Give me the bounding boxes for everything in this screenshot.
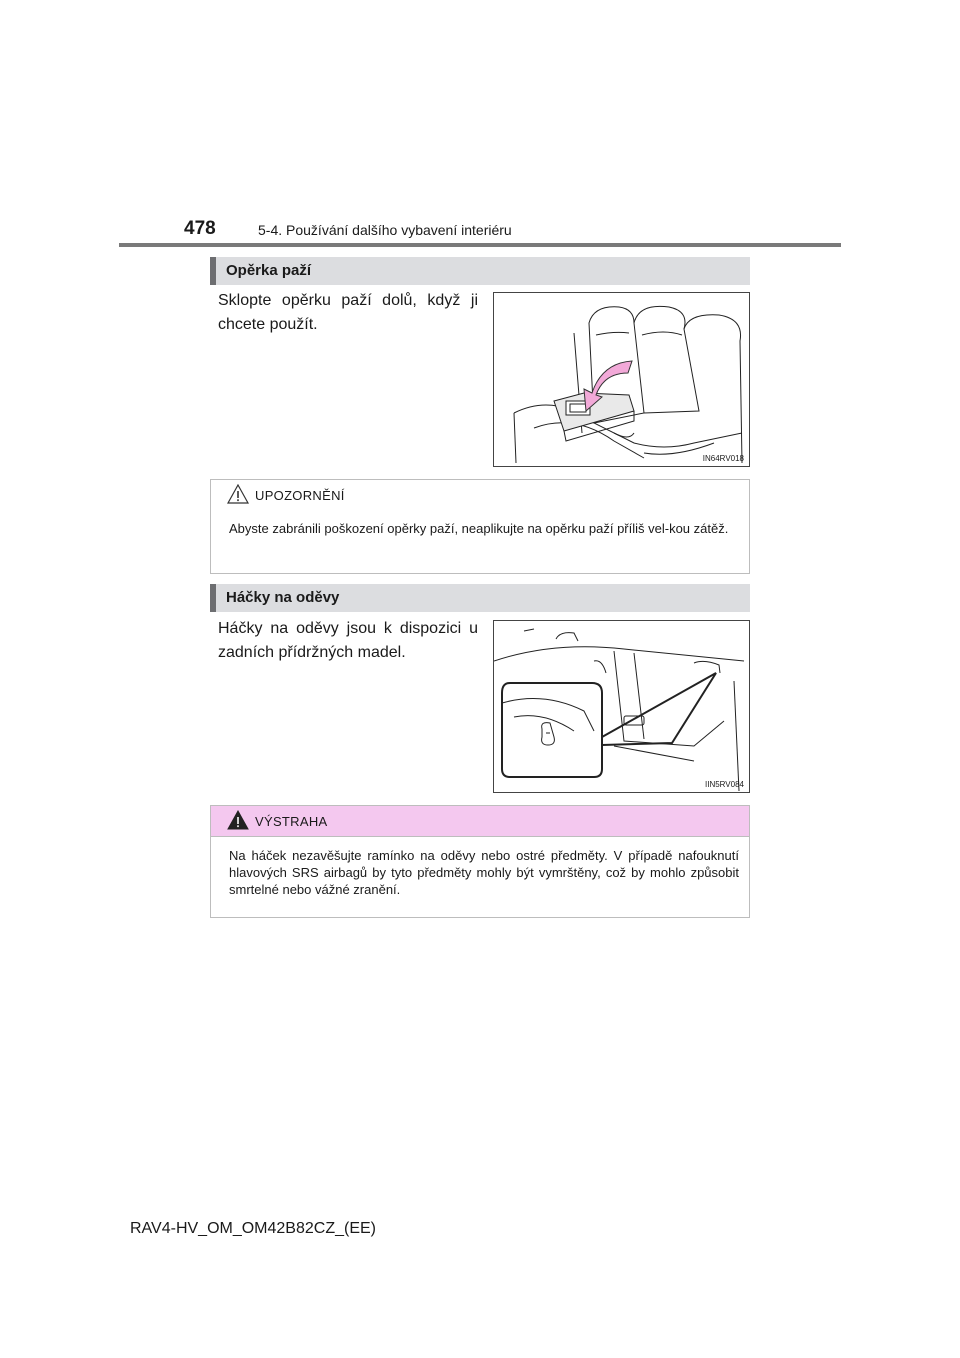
chapter-title: 5-4. Používání dalšího vybavení interiéru bbox=[258, 222, 512, 238]
warning-header bbox=[211, 806, 749, 837]
page-number: 478 bbox=[184, 218, 216, 239]
armrest-illustration bbox=[494, 293, 750, 467]
warning-box bbox=[210, 805, 750, 918]
notice-label: UPOZORNĚNÍ bbox=[255, 488, 345, 503]
section-title-hooks: Háčky na oděvy bbox=[210, 584, 750, 612]
notice-header bbox=[211, 480, 749, 510]
document-code: RAV4-HV_OM_OM42B82CZ_(EE) bbox=[130, 1220, 376, 1237]
figure-code: IIN5RV084 bbox=[705, 780, 744, 789]
caution-icon bbox=[227, 484, 249, 504]
warning-icon bbox=[227, 810, 249, 830]
hooks-illustration bbox=[494, 621, 750, 793]
armrest-figure bbox=[493, 292, 750, 467]
warning-text: Na háček nezavěšujte ramínko na oděvy nebo ostré předměty. V případě nafouknutí hlavových SRS airbagů by tyto předměty mohly být vymrštěny, což by mohlo způsobit smrtelné nebo vážné zranění. bbox=[229, 848, 739, 897]
figure-code: IN64RV018 bbox=[702, 454, 744, 463]
notice-text: Abyste zabránili poškození opěrky paží, neaplikujte na opěrku paží příliš vel-kou zátěž. bbox=[229, 521, 729, 536]
notice-box bbox=[210, 479, 750, 574]
warning-label: VÝSTRAHA bbox=[255, 814, 328, 829]
armrest-text: Sklopte opěrku paží dolů, když ji chcete použít. bbox=[218, 292, 478, 333]
hooks-figure bbox=[493, 620, 750, 793]
section-title-armrest: Opěrka paží bbox=[210, 257, 750, 285]
hooks-text: Háčky na oděvy jsou k dispozici u zadních přídržných madel. bbox=[218, 620, 478, 661]
header-rule bbox=[119, 243, 841, 247]
